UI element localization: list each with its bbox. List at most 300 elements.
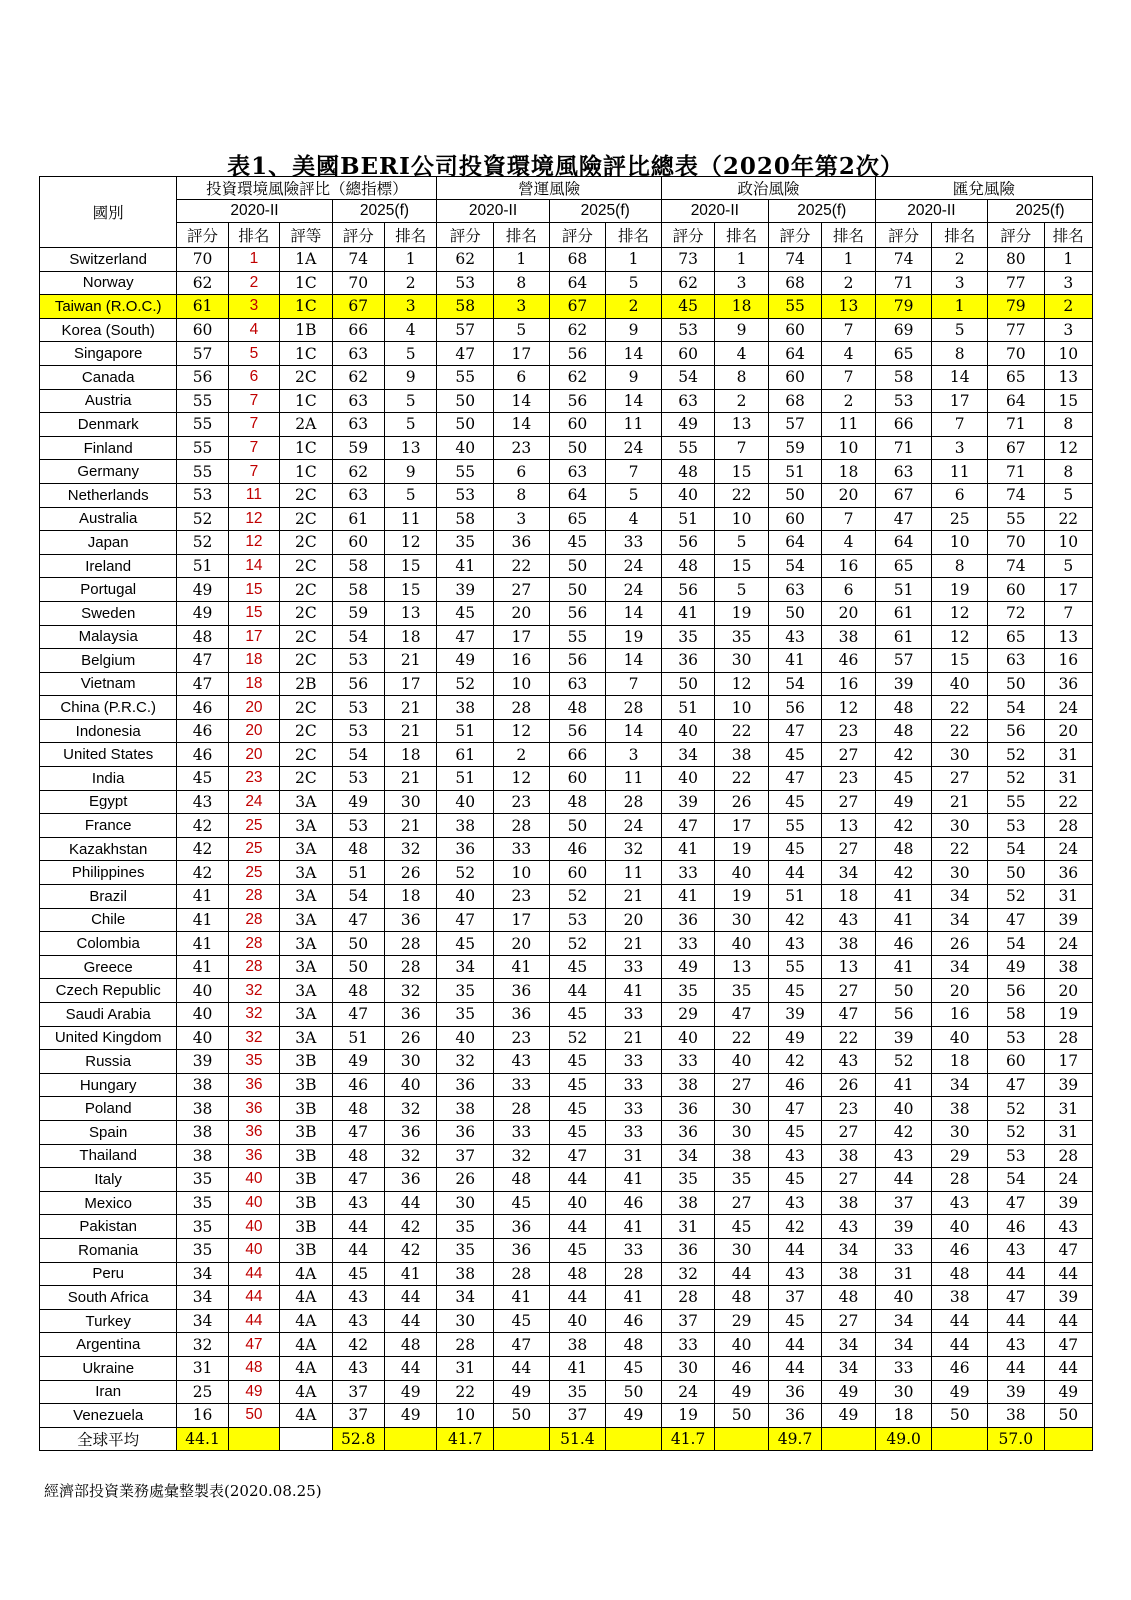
value-cell: 41: [661, 601, 714, 625]
value-cell: 58: [332, 554, 384, 578]
value-cell: 44: [1044, 1356, 1092, 1380]
value-cell: 23: [822, 767, 876, 791]
grade-cell: 1C: [280, 295, 332, 319]
value-cell: 33: [606, 1073, 662, 1097]
value-cell: 13: [384, 436, 436, 460]
value-cell: 61: [177, 295, 228, 319]
value-cell: 65: [875, 342, 932, 366]
value-cell: 22: [932, 719, 988, 743]
value-cell: 44: [332, 1215, 384, 1239]
value-cell: 40: [932, 672, 988, 696]
value-cell: 49: [822, 1404, 876, 1428]
value-cell: 56: [875, 1003, 932, 1027]
value-cell: 62: [437, 248, 494, 272]
value-cell: 28: [1044, 1026, 1092, 1050]
value-cell: 19: [1044, 1003, 1092, 1027]
value-cell: 2: [384, 271, 436, 295]
value-cell: 8: [715, 365, 768, 389]
value-cell: 26: [437, 1168, 494, 1192]
value-cell: 38: [988, 1404, 1045, 1428]
value-cell: 30: [384, 1050, 436, 1074]
value-cell: 44: [768, 861, 821, 885]
value-cell: 64: [549, 271, 606, 295]
value-cell: 42: [177, 837, 228, 861]
value-cell: 33: [606, 955, 662, 979]
value-cell: 4: [822, 342, 876, 366]
grade-cell: 3A: [280, 837, 332, 861]
value-cell: 10: [932, 531, 988, 555]
value-cell: 34: [875, 1333, 932, 1357]
value-cell: 41: [661, 837, 714, 861]
value-cell: 40: [437, 885, 494, 909]
value-cell: 41: [177, 885, 228, 909]
header-rank: 排名: [932, 223, 988, 248]
grade-cell: 2C: [280, 719, 332, 743]
value-cell: 2: [606, 295, 662, 319]
value-cell: 49: [932, 1380, 988, 1404]
value-cell: 62: [332, 460, 384, 484]
value-cell: 7: [606, 672, 662, 696]
value-cell: 67: [875, 483, 932, 507]
value-cell: 40: [875, 1097, 932, 1121]
value-cell: 45: [875, 767, 932, 791]
value-cell: 48: [332, 837, 384, 861]
value-cell: 42: [768, 1215, 821, 1239]
value-cell: 38: [822, 1144, 876, 1168]
value-cell: 40: [384, 1073, 436, 1097]
table-row: [40, 1380, 1093, 1404]
value-cell: 36: [437, 1120, 494, 1144]
value-cell: 16: [494, 649, 550, 673]
value-cell: 5: [384, 483, 436, 507]
value-cell: 7: [822, 365, 876, 389]
table-row: [40, 1120, 1093, 1144]
value-cell: 30: [715, 1238, 768, 1262]
value-cell: 47: [494, 1333, 550, 1357]
value-cell: 71: [988, 460, 1045, 484]
value-cell: 39: [177, 1050, 228, 1074]
value-cell: 2: [932, 248, 988, 272]
header-period: 2020-II: [875, 200, 987, 223]
country-cell: China (P.R.C.): [40, 696, 177, 720]
value-cell: 12: [1044, 436, 1092, 460]
header-rank: 排名: [384, 223, 436, 248]
overall-rank-cell: 24: [228, 790, 279, 814]
value-cell: 22: [715, 767, 768, 791]
value-cell: 43: [1044, 1215, 1092, 1239]
table-row: [40, 460, 1093, 484]
value-cell: 45: [768, 1309, 821, 1333]
value-cell: 18: [384, 885, 436, 909]
value-cell: 28: [494, 696, 550, 720]
value-cell: 41: [768, 649, 821, 673]
value-cell: 40: [549, 1191, 606, 1215]
overall-rank-cell: 40: [228, 1215, 279, 1239]
value-cell: 63: [332, 413, 384, 437]
value-cell: 20: [932, 979, 988, 1003]
value-cell: 33: [606, 531, 662, 555]
value-cell: 20: [494, 932, 550, 956]
value-cell: 38: [177, 1097, 228, 1121]
value-cell: 13: [715, 955, 768, 979]
header-exchange-risk: 匯兌風險: [875, 177, 1092, 200]
value-cell: 36: [661, 1097, 714, 1121]
value-cell: 56: [332, 672, 384, 696]
value-cell: 44: [932, 1333, 988, 1357]
value-cell: 11: [606, 767, 662, 791]
value-cell: 38: [177, 1144, 228, 1168]
value-cell: 41: [606, 1168, 662, 1192]
country-cell: Australia: [40, 507, 177, 531]
value-cell: 24: [606, 436, 662, 460]
value-cell: 70: [988, 531, 1045, 555]
value-cell: 48: [606, 1333, 662, 1357]
value-cell: 74: [768, 248, 821, 272]
value-cell: 20: [822, 601, 876, 625]
country-cell: Italy: [40, 1168, 177, 1192]
value-cell: 80: [988, 248, 1045, 272]
overall-rank-cell: 28: [228, 955, 279, 979]
table-row: [40, 271, 1093, 295]
header-country: 國別: [40, 177, 177, 248]
value-cell: 44: [988, 1356, 1045, 1380]
table-row: [40, 885, 1093, 909]
value-cell: 33: [661, 1050, 714, 1074]
value-cell: 48: [932, 1262, 988, 1286]
value-cell: 1: [715, 248, 768, 272]
value-cell: 35: [177, 1168, 228, 1192]
value-cell: 50: [437, 389, 494, 413]
value-cell: 55: [988, 790, 1045, 814]
value-cell: 43: [768, 932, 821, 956]
value-cell: 50: [549, 578, 606, 602]
header-score: 評分: [988, 223, 1045, 248]
value-cell: 32: [384, 979, 436, 1003]
value-cell: 68: [549, 248, 606, 272]
value-cell: 15: [932, 649, 988, 673]
value-cell: 65: [549, 507, 606, 531]
grade-cell: 1C: [280, 436, 332, 460]
value-cell: 13: [384, 601, 436, 625]
country-cell: Norway: [40, 271, 177, 295]
value-cell: 5: [384, 342, 436, 366]
value-cell: 45: [768, 1120, 821, 1144]
value-cell: 60: [661, 342, 714, 366]
value-cell: 46: [332, 1073, 384, 1097]
value-cell: 47: [988, 1073, 1045, 1097]
value-cell: 38: [661, 1191, 714, 1215]
grade-cell: 3A: [280, 790, 332, 814]
value-cell: 13: [1044, 625, 1092, 649]
value-cell: 43: [768, 1262, 821, 1286]
value-cell: 42: [177, 814, 228, 838]
value-cell: 35: [437, 1215, 494, 1239]
value-cell: 29: [661, 1003, 714, 1027]
value-cell: 54: [768, 554, 821, 578]
value-cell: 47: [437, 625, 494, 649]
value-cell: 27: [494, 578, 550, 602]
value-cell: 8: [932, 554, 988, 578]
value-cell: 21: [384, 719, 436, 743]
value-cell: 3: [494, 507, 550, 531]
table-row: [40, 837, 1093, 861]
table-row: [40, 1191, 1093, 1215]
value-cell: 1: [606, 248, 662, 272]
value-cell: 25: [932, 507, 988, 531]
value-cell: 37: [437, 1144, 494, 1168]
value-cell: 44: [549, 1168, 606, 1192]
value-cell: 11: [606, 861, 662, 885]
value-cell: 22: [715, 719, 768, 743]
overall-rank-cell: 28: [228, 932, 279, 956]
value-cell: 54: [988, 696, 1045, 720]
value-cell: 48: [875, 837, 932, 861]
value-cell: 65: [988, 625, 1045, 649]
value-cell: 56: [549, 601, 606, 625]
value-cell: 34: [875, 1309, 932, 1333]
value-cell: 15: [1044, 389, 1092, 413]
value-cell: 45: [768, 790, 821, 814]
value-cell: 45: [437, 932, 494, 956]
overall-rank-cell: 7: [228, 460, 279, 484]
grade-cell: 3B: [280, 1168, 332, 1192]
value-cell: 5: [1044, 483, 1092, 507]
value-cell: 38: [177, 1073, 228, 1097]
overall-rank-cell: 17: [228, 625, 279, 649]
value-cell: 45: [549, 1097, 606, 1121]
value-cell: 16: [1044, 649, 1092, 673]
value-cell: 39: [1044, 1073, 1092, 1097]
grade-cell: 3B: [280, 1073, 332, 1097]
value-cell: 31: [177, 1356, 228, 1380]
value-cell: 42: [875, 814, 932, 838]
value-cell: 60: [988, 578, 1045, 602]
value-cell: 56: [549, 719, 606, 743]
header-rank: 排名: [715, 223, 768, 248]
value-cell: 39: [988, 1380, 1045, 1404]
value-cell: 35: [715, 979, 768, 1003]
value-cell: 72: [988, 601, 1045, 625]
value-cell: 40: [437, 790, 494, 814]
value-cell: 59: [768, 436, 821, 460]
value-cell: 47: [332, 1120, 384, 1144]
value-cell: 8: [494, 271, 550, 295]
value-cell: 54: [768, 672, 821, 696]
value-cell: 6: [822, 578, 876, 602]
value-cell: 32: [437, 1050, 494, 1074]
value-cell: 74: [988, 554, 1045, 578]
value-cell: 18: [822, 460, 876, 484]
country-cell: Vietnam: [40, 672, 177, 696]
country-cell: Belgium: [40, 649, 177, 673]
value-cell: 33: [494, 1120, 550, 1144]
value-cell: 52: [988, 1120, 1045, 1144]
overall-rank-cell: 12: [228, 507, 279, 531]
header-period: 2025(f): [988, 200, 1093, 223]
grade-cell: 3A: [280, 885, 332, 909]
value-cell: 40: [661, 767, 714, 791]
header-period: 2025(f): [332, 200, 437, 223]
value-cell: 35: [715, 1168, 768, 1192]
value-cell: 64: [768, 531, 821, 555]
country-cell: Chile: [40, 908, 177, 932]
value-cell: 45: [494, 1191, 550, 1215]
value-cell: 36: [437, 837, 494, 861]
value-cell: 38: [822, 932, 876, 956]
value-cell: 46: [606, 1309, 662, 1333]
value-cell: 47: [988, 1286, 1045, 1310]
value-cell: 50: [332, 932, 384, 956]
value-cell: 68: [768, 271, 821, 295]
table-row: [40, 1238, 1093, 1262]
value-cell: 38: [661, 1073, 714, 1097]
value-cell: 7: [715, 436, 768, 460]
value-cell: 41: [875, 955, 932, 979]
page-title: 表1、美國BERI公司投資環境風險評比總表（2020年第2次）: [227, 153, 904, 180]
value-cell: 47: [1044, 1333, 1092, 1357]
grade-cell: 2B: [280, 672, 332, 696]
value-cell: 57: [768, 413, 821, 437]
value-cell: 49: [384, 1380, 436, 1404]
value-cell: 48: [875, 719, 932, 743]
value-cell: 40: [549, 1309, 606, 1333]
value-cell: 49: [768, 1026, 821, 1050]
value-cell: 42: [384, 1238, 436, 1262]
average-cell: 44.1: [177, 1427, 228, 1450]
value-cell: 53: [661, 318, 714, 342]
value-cell: 77: [988, 318, 1045, 342]
value-cell: 53: [437, 271, 494, 295]
overall-rank-cell: 36: [228, 1097, 279, 1121]
value-cell: 43: [822, 1215, 876, 1239]
header-score: 評分: [875, 223, 932, 248]
country-cell: Greece: [40, 955, 177, 979]
value-cell: 30: [715, 1097, 768, 1121]
value-cell: 18: [384, 743, 436, 767]
value-cell: 12: [932, 625, 988, 649]
header-overall: 投資環境風險評比（總指標）: [177, 177, 437, 200]
value-cell: 22: [822, 1026, 876, 1050]
value-cell: 38: [437, 1262, 494, 1286]
overall-rank-cell: 12: [228, 531, 279, 555]
value-cell: 44: [715, 1262, 768, 1286]
value-cell: 13: [822, 295, 876, 319]
value-cell: 40: [932, 1026, 988, 1050]
value-cell: 36: [768, 1404, 821, 1428]
value-cell: 36: [661, 908, 714, 932]
value-cell: 27: [822, 743, 876, 767]
value-cell: 35: [437, 1003, 494, 1027]
value-cell: 39: [875, 672, 932, 696]
value-cell: 7: [932, 413, 988, 437]
value-cell: 33: [494, 837, 550, 861]
value-cell: 44: [1044, 1309, 1092, 1333]
grade-cell: 3A: [280, 814, 332, 838]
value-cell: 49: [177, 601, 228, 625]
value-cell: 24: [1044, 1168, 1092, 1192]
overall-rank-cell: 28: [228, 908, 279, 932]
value-cell: 6: [494, 365, 550, 389]
table-row: [40, 955, 1093, 979]
table-row: [40, 389, 1093, 413]
value-cell: 55: [661, 436, 714, 460]
value-cell: 38: [549, 1333, 606, 1357]
value-cell: 50: [988, 861, 1045, 885]
table-row: [40, 413, 1093, 437]
value-cell: 51: [332, 861, 384, 885]
value-cell: 49: [822, 1380, 876, 1404]
value-cell: 63: [875, 460, 932, 484]
value-cell: 43: [177, 790, 228, 814]
overall-rank-cell: 36: [228, 1120, 279, 1144]
value-cell: 45: [332, 1262, 384, 1286]
value-cell: 23: [822, 1097, 876, 1121]
value-cell: 3: [715, 271, 768, 295]
value-cell: 65: [875, 554, 932, 578]
value-cell: 34: [177, 1309, 228, 1333]
value-cell: 10: [715, 696, 768, 720]
value-cell: 36: [494, 979, 550, 1003]
value-cell: 35: [177, 1215, 228, 1239]
value-cell: 5: [606, 271, 662, 295]
value-cell: 27: [822, 790, 876, 814]
value-cell: 22: [715, 483, 768, 507]
value-cell: 23: [494, 790, 550, 814]
value-cell: 58: [332, 578, 384, 602]
value-cell: 45: [549, 955, 606, 979]
value-cell: 19: [932, 578, 988, 602]
value-cell: 5: [494, 318, 550, 342]
value-cell: 24: [661, 1380, 714, 1404]
value-cell: 32: [177, 1333, 228, 1357]
value-cell: 25: [177, 1380, 228, 1404]
value-cell: 30: [437, 1309, 494, 1333]
value-cell: 39: [661, 790, 714, 814]
value-cell: 51: [437, 767, 494, 791]
value-cell: 56: [549, 389, 606, 413]
value-cell: 4: [384, 318, 436, 342]
overall-rank-cell: 48: [228, 1356, 279, 1380]
value-cell: 52: [549, 885, 606, 909]
value-cell: 36: [384, 1003, 436, 1027]
value-cell: 53: [332, 719, 384, 743]
value-cell: 66: [549, 743, 606, 767]
value-cell: 60: [768, 507, 821, 531]
value-cell: 31: [661, 1215, 714, 1239]
value-cell: 44: [549, 1286, 606, 1310]
overall-rank-cell: 15: [228, 578, 279, 602]
table-row: [40, 1168, 1093, 1192]
value-cell: 15: [715, 554, 768, 578]
value-cell: 42: [875, 1120, 932, 1144]
value-cell: 63: [549, 672, 606, 696]
value-cell: 47: [822, 1003, 876, 1027]
value-cell: 44: [384, 1191, 436, 1215]
value-cell: 32: [661, 1262, 714, 1286]
value-cell: 60: [549, 767, 606, 791]
value-cell: 39: [875, 1215, 932, 1239]
grade-cell: 3B: [280, 1144, 332, 1168]
value-cell: 36: [494, 531, 550, 555]
value-cell: 12: [822, 696, 876, 720]
value-cell: 52: [988, 885, 1045, 909]
value-cell: 1: [822, 248, 876, 272]
grade-cell: 3B: [280, 1050, 332, 1074]
value-cell: 53: [988, 814, 1045, 838]
country-cell: Japan: [40, 531, 177, 555]
value-cell: 12: [494, 767, 550, 791]
country-cell: Kazakhstan: [40, 837, 177, 861]
